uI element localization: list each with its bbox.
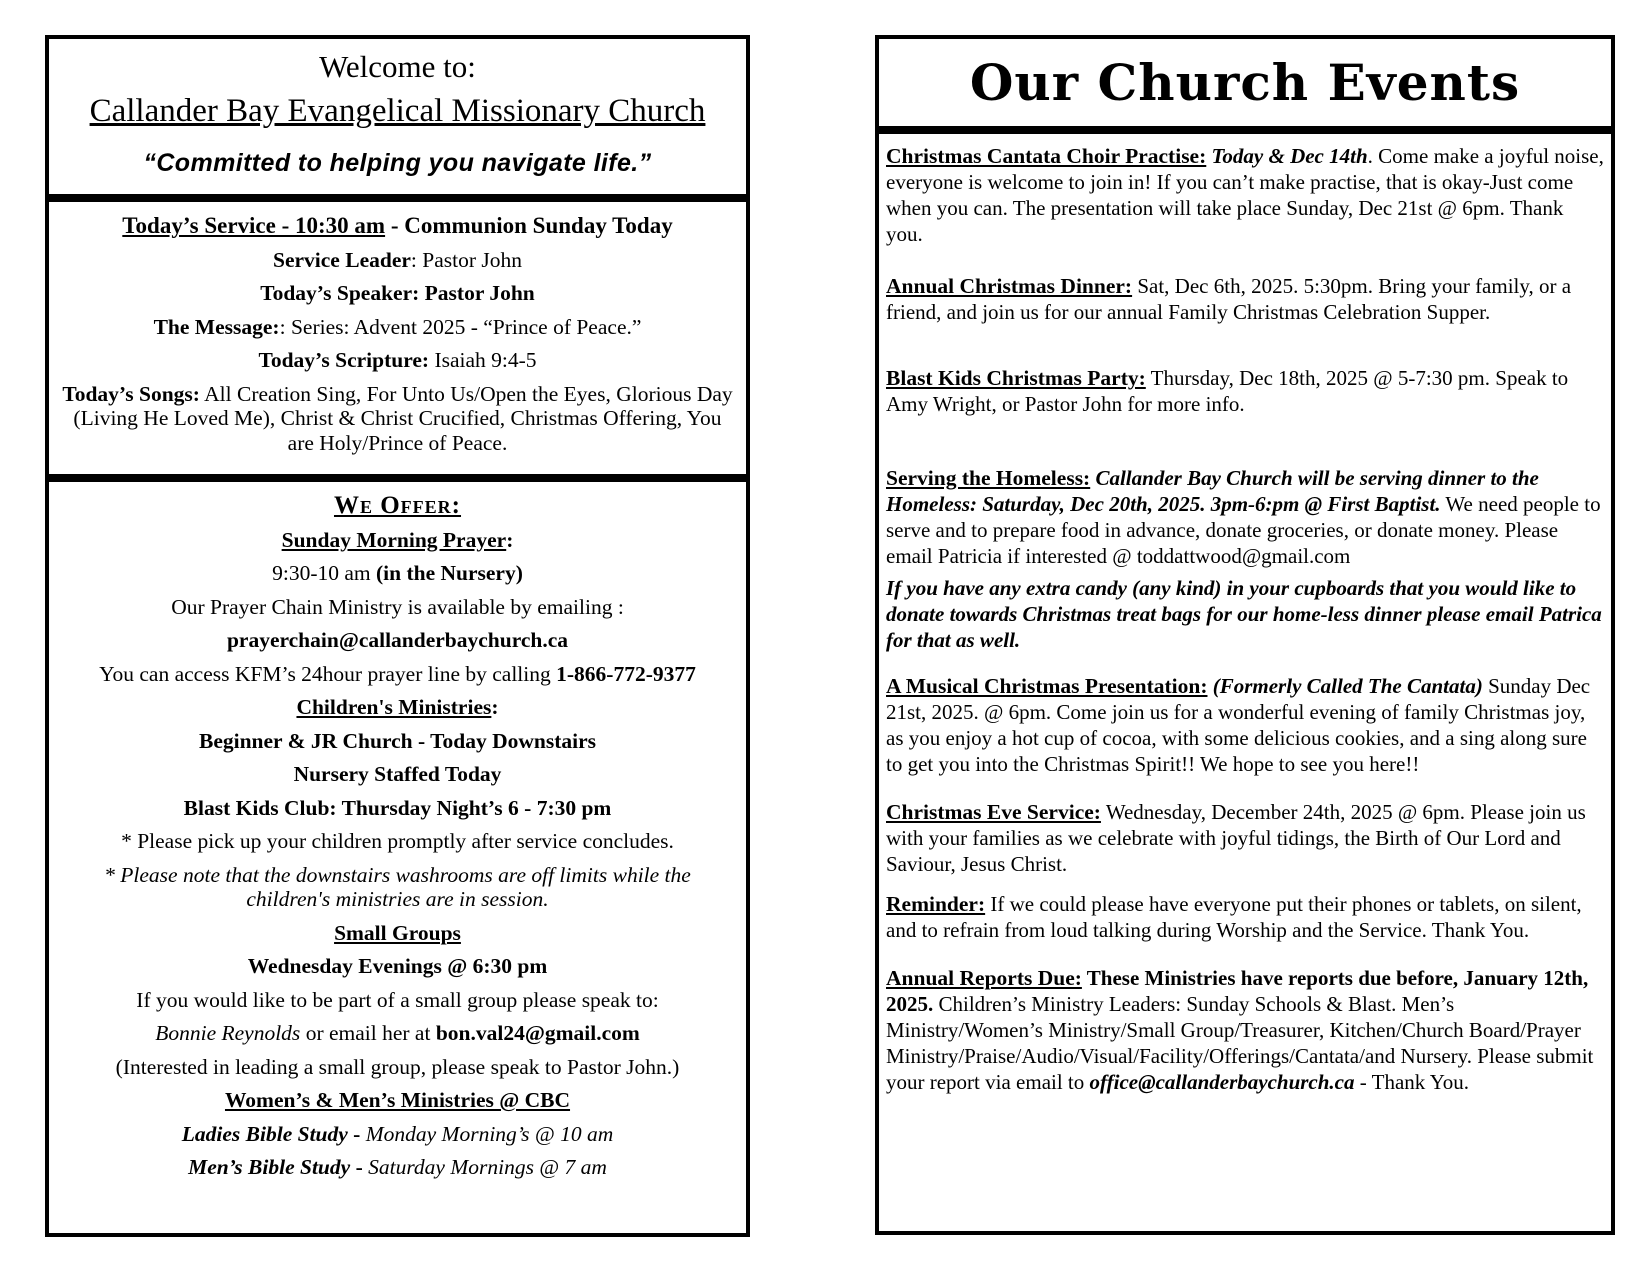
right-panel — [875, 35, 1615, 1237]
small-groups-contact: Bonnie Reynolds or email her at bon.val24@gmail.com — [155, 1021, 640, 1045]
service-leader-line: Service Leader: Pastor John — [273, 247, 522, 272]
event-christmas-dinner: Annual Christmas Dinner: Sat, Dec 6th, 2025. 5:30pm. Bring your family, or a friend, and join us for our annual Family Christmas Celebration Supper. — [886, 274, 1572, 324]
event-annual-reports: Annual Reports Due: These Ministries have reports due before, January 12th, 2025. Children’s Ministry Leaders: Sunday Schools & Blast. Men’s Ministry/Women’s Ministry/Small Group/Treasurer, Kitchen/Church Board/Prayer Ministry/Praise/Audio/Visual/Facility/Offerings/Cantata/and Nursery. Please submit your report via email to office@callanderbaychurch.ca - Thank You. — [886, 966, 1594, 1094]
blast-kids-line: Blast Kids Club: Thursday Night’s 6 - 7:30 pm — [183, 795, 612, 820]
service-scripture-line: Today’s Scripture: Isaiah 9:4-5 — [258, 348, 537, 372]
events-header-box — [875, 35, 1615, 130]
small-groups-title: Small Groups — [334, 920, 461, 945]
events-title: Our Church Events — [969, 52, 1521, 112]
pickup-note: * Please pick up your children promptly after service concludes. — [121, 829, 674, 853]
ladies-bible-study-line: Ladies Bible Study - Monday Morning’s @ 10 am — [181, 1121, 614, 1146]
left-panel — [45, 35, 750, 1237]
event-christmas-eve-service: Christmas Eve Service: Wednesday, December 24th, 2025 @ 6pm. Please join us with your families as we celebrate with joyful tidings, the Birth of Our Lord and Saviour, Jesus Christ. — [886, 800, 1586, 876]
service-message-line: The Message:: Series: Advent 2025 - “Prince of Peace.” — [153, 314, 642, 339]
prayer-time-line: 9:30-10 am (in the Nursery) — [272, 561, 523, 585]
beginner-church-line: Beginner & JR Church - Today Downstairs — [198, 728, 596, 753]
service-speaker-line: Today’s Speaker: Pastor John — [260, 281, 535, 305]
prayer-chain-line: Our Prayer Chain Ministry is available by emailing : — [171, 594, 624, 619]
small-groups-info: If you would like to be part of a small group please speak to: — [136, 987, 659, 1012]
sunday-prayer-line: Sunday Morning Prayer: — [281, 527, 514, 552]
event-cantata-practise: Christmas Cantata Choir Practise: Today & Dec 14th. Come make a joyful noise, everyone is welcome to join in! If you can’t make practise, that is okay-Just come when you can. The presentation will take place Sunday, Dec 21st @ 6pm. Thank you. — [886, 144, 1604, 246]
kfm-prayer-line: You can access KFM’s 24hour prayer line by calling 1-866-772-9377 — [99, 661, 696, 686]
welcome-header-box — [45, 35, 750, 198]
event-serving-homeless: Serving the Homeless: Callander Bay Church will be serving dinner to the Homeless: Saturday, Dec 20th, 2025. 3pm-6:pm @ First Baptist. We need people to serve and to prepare food in advance, donate groceries, or donate money. Please email Patricia if interested @ toddattwood@gmail.com — [886, 466, 1601, 568]
mens-bible-study-line: Men’s Bible Study - Saturday Mornings @ 7 am — [188, 1155, 607, 1179]
small-groups-leading-note: (Interested in leading a small group, please speak to Pastor John.) — [115, 1054, 680, 1079]
small-groups-time: Wednesday Evenings @ 6:30 pm — [247, 954, 548, 978]
welcome-text: Welcome to: — [319, 49, 476, 84]
events-content-box — [875, 130, 1615, 1235]
washrooms-note: * Please note that the downstairs washrooms are off limits while the children's ministries are in session. — [104, 862, 691, 911]
todays-service-box — [45, 198, 750, 478]
event-blast-kids-party: Blast Kids Christmas Party: Thursday, Dec 18th, 2025 @ 5-7:30 pm. Speak to Amy Wright, or Pastor John for more info. — [886, 366, 1569, 416]
we-offer-box — [45, 478, 750, 1237]
childrens-ministries-title: Children's Ministries: — [296, 695, 499, 719]
event-musical-presentation: A Musical Christmas Presentation: (Formerly Called The Cantata) Sunday Dec 21st, 2025. @ 6pm. Come join us for a wonderful evening of family Christmas joy, as you enjoy a hot cup of cocoa, with some delicious cookies, and a sing along sure to get you into the Christmas Spirit!! We hope to see you here!! — [886, 674, 1591, 776]
nursery-line: Nursery Staffed Today — [293, 762, 502, 786]
women-men-ministries-title: Women’s & Men’s Ministries @ CBC — [224, 1088, 571, 1112]
event-reminder: Reminder: If we could please have everyone put their phones or tablets, on silent, and to refrain from loud talking during Worship and the Service. Thank You. — [886, 892, 1582, 942]
we-offer-title: We Offer: — [333, 492, 462, 519]
service-title: Today’s Service - 10:30 am - Communion Sunday Today — [122, 213, 673, 238]
service-songs-line: Today’s Songs: All Creation Sing, For Unto Us/Open the Eyes, Glorious Day (Living He Loved Me), Christ & Christ Crucified, Christmas Offering, You are Holy/Prince of Peace. — [62, 381, 733, 455]
event-candy-donation-note: If you have any extra candy (any kind) in your cupboards that you would like to donate towards Christmas treat bags for our home-less dinner please email Patrica for that as well. — [886, 576, 1602, 652]
prayer-chain-email: prayerchain@callanderbaychurch.ca — [226, 628, 569, 652]
church-tagline: “Committed to helping you navigate life.” — [143, 149, 652, 177]
church-name: Callander Bay Evangelical Missionary Church — [89, 93, 706, 129]
